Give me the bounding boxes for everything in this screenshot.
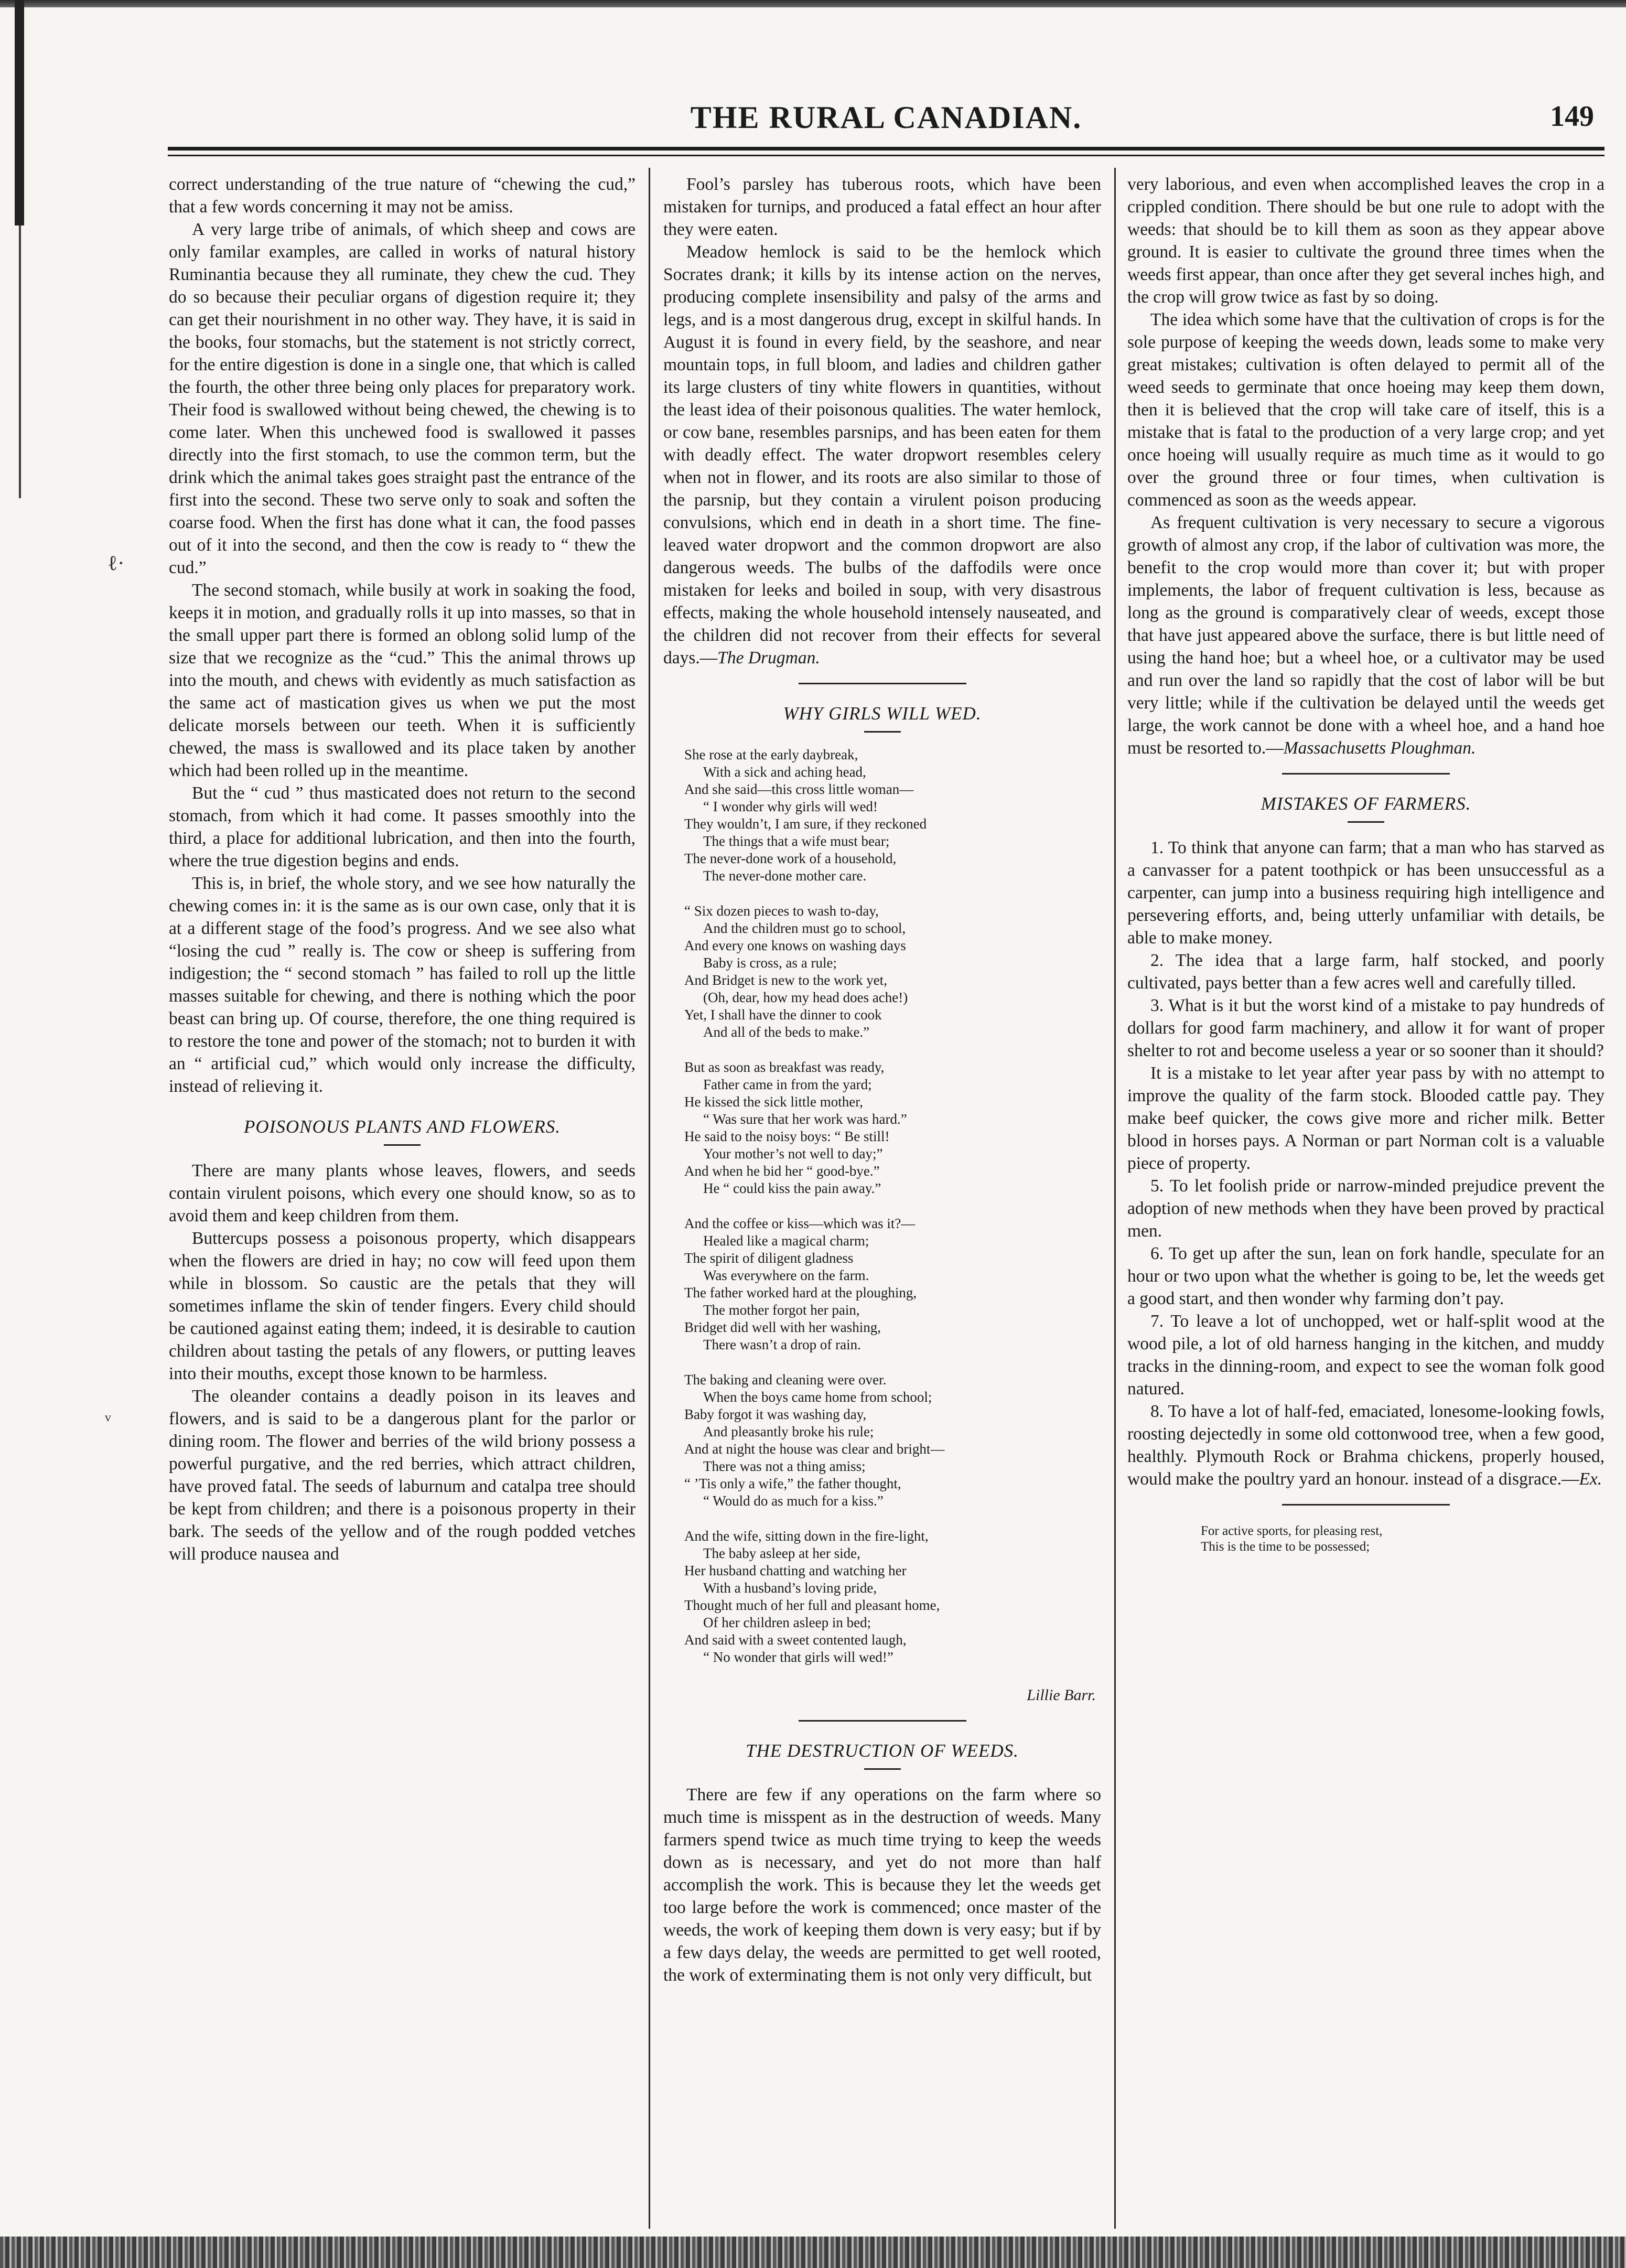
list-item: 5. To let foolish pride or narrow-minded prejudice prevent the adoption of new methods when they have been proved by practical men. bbox=[1127, 1176, 1605, 1241]
footer-line: For active sports, for pleasing rest, bbox=[1201, 1524, 1383, 1538]
poem-title: WHY GIRLS WILL WED. bbox=[783, 703, 982, 724]
poem-line: Healed like a magical charm; bbox=[703, 1233, 869, 1249]
article-paragraph: The idea which some have that the cultivation of crops is for the sole purpose of keeping the weeds down, leads some to make very great mistakes; cultivation is often delayed to permit all of the weed seeds to germinate that once hoeing may keep them down, then it is believed that the crop will take care of itself, this is a mistake that is fatal to the production of a very large crop; and yet once hoeing will usually require as much time as it would to go over the ground three or four times, when cultivation is commenced as soon as the weeds appear. bbox=[1127, 310, 1605, 510]
article-paragraph: The second stomach, while busily at work in soaking the food, keeps it in motion, and gradually rolls it up into masses, so that in the small upper part there is formed an oblong solid lump of the size that we recognize as the “cud.” This the animal throws up into the mouth, and chews with evidently as much satisfaction as the same act of mastication gives us when we put the most delicate morsels between our teeth. When it is sufficiently chewed, the mass is swallowed and its place taken by another which had been rolled up in the meantime. bbox=[169, 581, 636, 780]
poem-line: Baby is cross, as a rule; bbox=[703, 955, 837, 971]
poem-stanza bbox=[684, 1371, 1101, 1510]
column-2 bbox=[663, 173, 1101, 2218]
poem-line: “ Would do as much for a kiss.” bbox=[703, 1493, 884, 1509]
poem-line: The things that a wife must bear; bbox=[703, 833, 890, 849]
column-3 bbox=[1127, 173, 1605, 2218]
poem-line: The never-done work of a household, bbox=[684, 851, 897, 866]
top-scan-edge bbox=[0, 0, 1626, 7]
poem-line: (Oh, dear, how my head does ache!) bbox=[703, 990, 908, 1005]
poem-stanza bbox=[684, 1528, 1101, 1666]
article-paragraph: The oleander contains a deadly poison in its leaves and flowers, and is said to be a dangerous plant for the parlor or dining room. The flower and berries of the wild briony possess a powerful purgative, and the red berries, which attract children, have proved fatal. The seeds of laburnum and catalpa tree should be kept from children; and there is a poisonous property in their bark. The seeds of the yellow and of the rough podded vetches will produce nausea and bbox=[169, 1386, 636, 1564]
heading-separator bbox=[1348, 821, 1384, 823]
poem-line: And the children must go to school, bbox=[703, 920, 906, 936]
binding-edge bbox=[15, 0, 24, 225]
header-rule bbox=[168, 147, 1605, 151]
poem-line: And at night the house was clear and bright— bbox=[684, 1441, 945, 1457]
poem-line: He said to the noisy boys: “ Be still! bbox=[684, 1128, 890, 1144]
poem-line: He “ could kiss the pain away.” bbox=[703, 1180, 881, 1196]
section-heading: MISTAKES OF FARMERS. bbox=[1261, 793, 1471, 814]
page-header bbox=[168, 100, 1605, 136]
poem-line: And every one knows on washing days bbox=[684, 938, 906, 953]
poem-line: The mother forgot her pain, bbox=[703, 1302, 860, 1318]
article-paragraph bbox=[1127, 511, 1605, 759]
poem-line: And she said—this cross little woman— bbox=[684, 781, 914, 797]
poem-line: And all of the beds to make.” bbox=[703, 1024, 870, 1040]
poem-line: Of her children asleep in bed; bbox=[703, 1615, 871, 1630]
poem-line: When the boys came home from school; bbox=[703, 1389, 932, 1405]
source-credit: Ex. bbox=[1579, 1469, 1602, 1489]
column-divider bbox=[1114, 168, 1116, 2229]
article-paragraph: A very large tribe of animals, of which sheep and cows are only familar examples, are called in works of natural history Ruminantia because they all ruminate, they chew the cud. They do so because their peculiar organs of digestion require it; they can get their nourishment in no other way. They have, it is said in the books, four stomachs, but the statement is not strictly correct, for the entire digestion is done in a single one, that which is called the fourth, the other three being only places for preparatory work. Their food is swallowed without being chewed, the chewing is to come later. When this unchewed food is swallowed it passes directly into the first stomach, to use the common term, but the drink which the animal takes goes straight past the entrance of the first into the second. These two serve only to soak and soften the coarse food. When the first has done what it can, the food passes out of it into the second, and then the cow is ready to “ thew the cud.” bbox=[169, 220, 636, 577]
poem-line: Her husband chatting and watching her bbox=[684, 1563, 907, 1578]
poem-stanza bbox=[684, 902, 1101, 1041]
poem-line: Thought much of her full and pleasant home, bbox=[684, 1597, 940, 1613]
poem-line: Your mother’s not well to day;” bbox=[703, 1146, 883, 1162]
poem-line: The baby asleep at her side, bbox=[703, 1545, 860, 1561]
section-separator bbox=[799, 683, 966, 684]
publication-title: THE RURAL CANADIAN. bbox=[690, 100, 1082, 135]
footer-line: This is the time to be possessed; bbox=[1201, 1540, 1370, 1554]
poem-line: But as soon as breakfast was ready, bbox=[684, 1059, 885, 1075]
margin-mark: ᵥ bbox=[105, 1401, 111, 1424]
poem-line: Father came in from the yard; bbox=[703, 1077, 872, 1092]
heading-separator bbox=[864, 1768, 901, 1770]
poem-stanza bbox=[684, 1215, 1101, 1353]
section-heading: POISONOUS PLANTS AND FLOWERS. bbox=[244, 1116, 561, 1137]
margin-mark: ℓ· bbox=[107, 551, 125, 575]
poem-line: With a sick and aching head, bbox=[703, 764, 866, 780]
poem bbox=[663, 746, 1101, 1666]
list-item: 3. What is it but the worst kind of a mistake to pay hundreds of dollars for good farm machinery, and allow it for want of proper shelter to rot and become useless a year or so sooner than it should? bbox=[1127, 996, 1605, 1060]
list-item: 1. To think that anyone can farm; that a man who has starved as a canvasser for a patent toothpick or has been unsuccessful as a carpenter, can jump into a business requiring high intelligence and persevering efforts, and, being utterly unfamiliar with details, be able to make money. bbox=[1127, 838, 1605, 948]
poem-line: And Bridget is new to the work yet, bbox=[684, 972, 887, 988]
poem-line: “ No wonder that girls will wed!” bbox=[703, 1649, 893, 1665]
poem-line: They wouldn’t, I am sure, if they reckoned bbox=[684, 816, 927, 832]
poem-line: The father worked hard at the ploughing, bbox=[684, 1285, 917, 1300]
poem-line: “ ’Tis only a wife,” the father thought, bbox=[684, 1476, 901, 1491]
poem-line: And when he bid her “ good-bye.” bbox=[684, 1163, 880, 1179]
article-text: As frequent cultivation is very necessary to secure a vigorous growth of almost any crop, if the labor of cultivation was more, the benefit to the crop would more than cover it; but with proper implements, the labor of frequent cultivation is less, because as long as the ground is comparatively clear of weeds, except those that have just appeared above the surface, there is but little need of using the hand hoe; but a wheel hoe, or a cultivator may be used and run over the land so rapidly that the cost of labor will be but very little; while if the cultivation be delayed until the weeds get large, the work cannot be done with a wheel hoe, and a hand hoe must be resorted to.— bbox=[1127, 513, 1605, 758]
poem-line: The baking and cleaning were over. bbox=[684, 1372, 887, 1388]
poem-stanza bbox=[684, 746, 1101, 885]
list-item: It is a mistake to let year after year pass by with no attempt to improve the quality of the farm stock. Blooded cattle pay. They make beef quicker, the cows give more and richer milk. Better blood in horses pays. A Norman or part Norman colt is a valuable piece of property. bbox=[1127, 1063, 1605, 1173]
list-item: 6. To get up after the sun, lean on fork handle, speculate for an hour or two upon what the whether is going to be, let the weeds get a good start, and then wonder why farming don’t pay. bbox=[1127, 1244, 1605, 1308]
poem-line: And the wife, sitting down in the fire-light, bbox=[684, 1528, 929, 1544]
article-paragraph: correct understanding of the true nature of “chewing the cud,” that a few words concerning it may not be amiss. bbox=[169, 175, 636, 217]
article-paragraph: Buttercups possess a poisonous property, which disappears when the flowers are dried in hay; no cow will feed upon them while in blossom. So caustic are the petals that they will sometimes inflame the skin of tender fingers. Every child should be cautioned against eating them; indeed, it is desirable to caution children about tasting the petals of any flowers, or putting leaves into their mouths, except those known to be harmless. bbox=[169, 1229, 636, 1383]
poem-line: Baby forgot it was washing day, bbox=[684, 1406, 867, 1422]
article-paragraph: very laborious, and even when accomplished leaves the crop in a crippled condition. There should be but one rule to adopt with the weeds: that should be to kill them as soon as they appear above ground. It is easier to cultivate the ground three times when the weeds first appear, than once after they get several inches high, and the crop will grow twice as fast by so doing. bbox=[1127, 175, 1605, 307]
poem-line: “ Was sure that her work was hard.” bbox=[703, 1111, 907, 1127]
binding-edge-lower bbox=[19, 225, 21, 498]
poem-line: Was everywhere on the farm. bbox=[703, 1267, 869, 1283]
poem-line: And pleasantly broke his rule; bbox=[703, 1424, 874, 1439]
source-credit: Massachusetts Ploughman. bbox=[1283, 738, 1476, 758]
list-item bbox=[1127, 1400, 1605, 1490]
article-paragraph bbox=[663, 241, 1101, 669]
article-paragraph: There are few if any operations on the farm where so much time is misspent as in the destruction of weeds. Many farmers spend twice as much time trying to keep the weeds down as is necessary, and yet do not more than half accomplish the work. This is because they let the weeds get too large before the work is commenced; once master of the weeds, the work of keeping them down is very easy; but if by a few days delay, the weeds are permitted to get well rooted, the work of exterminating them is not only very difficult, but bbox=[663, 1785, 1101, 1985]
poem-line: There wasn’t a drop of rain. bbox=[703, 1337, 861, 1352]
article-text: Meadow hemlock is said to be the hemlock which Socrates drank; it kills by its intense action on the nerves, producing complete insensibility and palsy of the arms and legs, and is a most dangerous drug, except in skilful hands. In August it is found in every field, by the seashore, and near mountain tops, in full bloom, and ladies and children gather its large clusters of tiny white flowers in quantities, without the least idea of their poisonous qualities. The water hemlock, or cow bane, resembles parsnips, and has been eaten for them with deadly effect. The water dropwort resembles celery when not in flower, and its roots are also similar to those of the parsnip, but they contain a virulent poison producing convulsions, which end in death in a short time. The fine-leaved water dropwort and the common dropwort are also dangerous weeds. The bulbs of the daffodils were once mistaken for leeks and boiled in soup, with very disastrous effects, making the whole household intensely nauseated, and the children did not recover from their effects for several days.— bbox=[663, 242, 1101, 668]
section-separator bbox=[799, 1720, 966, 1722]
article-text: 8. To have a lot of half-fed, emaciated, lonesome-looking fowls, roosting dejectedly in some old cottonwood tree, when a few good, healthly. Plymouth Rock or Brahma chickens, properly housed, would make the poultry yard an honour. instead of a disgrace.— bbox=[1127, 1402, 1605, 1489]
poem-line: The never-done mother care. bbox=[703, 868, 867, 884]
heading-separator bbox=[384, 1144, 421, 1146]
bottom-scan-edge bbox=[0, 2237, 1626, 2268]
poem-line: The spirit of diligent gladness bbox=[684, 1250, 854, 1266]
list-item: 7. To leave a lot of unchopped, wet or half-split wood at the wood pile, a lot of old harness hanging in the kitchen, and muddy tracks in the dinning-room, and expect to see the woman folk good natured. bbox=[1127, 1312, 1605, 1399]
section-heading: THE DESTRUCTION OF WEEDS. bbox=[746, 1740, 1019, 1761]
poem-line: And the coffee or kiss—which was it?— bbox=[684, 1216, 916, 1231]
source-credit: The Drugman. bbox=[717, 648, 820, 668]
poem-stanza bbox=[684, 1059, 1101, 1197]
poem-line: And said with a sweet contented laugh, bbox=[684, 1632, 907, 1648]
section-separator bbox=[1282, 773, 1450, 775]
footer-verse bbox=[1127, 1523, 1605, 1555]
poem-line: Yet, I shall have the dinner to cook bbox=[684, 1007, 882, 1023]
article-paragraph: Fool’s parsley has tuberous roots, which have been mistaken for turnips, and produced a fatal effect an hour after they were eaten. bbox=[663, 175, 1101, 239]
poem-line: Bridget did well with her washing, bbox=[684, 1319, 881, 1335]
poem-line: He kissed the sick little mother, bbox=[684, 1094, 863, 1110]
list-item: 2. The idea that a large farm, half stocked, and poorly cultivated, pays better than a few acres well and carefully tilled. bbox=[1127, 951, 1605, 993]
poem-line: “ I wonder why girls will wed! bbox=[703, 799, 878, 814]
poem-line: With a husband’s loving pride, bbox=[703, 1580, 877, 1596]
article-paragraph: There are many plants whose leaves, flowers, and seeds contain virulent poisons, which every one should know, so as to avoid them and keep children from them. bbox=[169, 1161, 636, 1226]
section-separator bbox=[1282, 1504, 1450, 1506]
article-paragraph: This is, in brief, the whole story, and we see how naturally the chewing comes in: it is the same as is our own case, only that it is at a different stage of the food’s progress. And we see also what “losing the cud ” really is. The cow or sheep is suffering from indigestion; the “ second stomach ” has failed to roll up the little masses suitable for chewing, and there is nothing which the poor beast can bring up. Of course, therefore, the one thing required is to restore the tone and power of the stomach; not to burden it with an “ artificial cud,” which would only increase the difficulty, instead of relieving it. bbox=[169, 874, 636, 1096]
poem-line: She rose at the early daybreak, bbox=[684, 747, 858, 762]
poem-line: “ Six dozen pieces to wash to-day, bbox=[684, 903, 879, 919]
column-1 bbox=[169, 173, 636, 2218]
column-divider bbox=[649, 168, 650, 2229]
page-number: 149 bbox=[1550, 100, 1594, 133]
poem-author: Lillie Barr. bbox=[1027, 1686, 1096, 1704]
heading-separator bbox=[864, 731, 901, 733]
article-paragraph: But the “ cud ” thus masticated does not return to the second stomach, from which it had come. It passes smoothly into the third, a place for additional lubrication, and then into the fourth, where the true digestion begins and ends. bbox=[169, 783, 636, 870]
poem-line: There was not a thing amiss; bbox=[703, 1458, 866, 1474]
header-rule-thin bbox=[168, 155, 1605, 156]
